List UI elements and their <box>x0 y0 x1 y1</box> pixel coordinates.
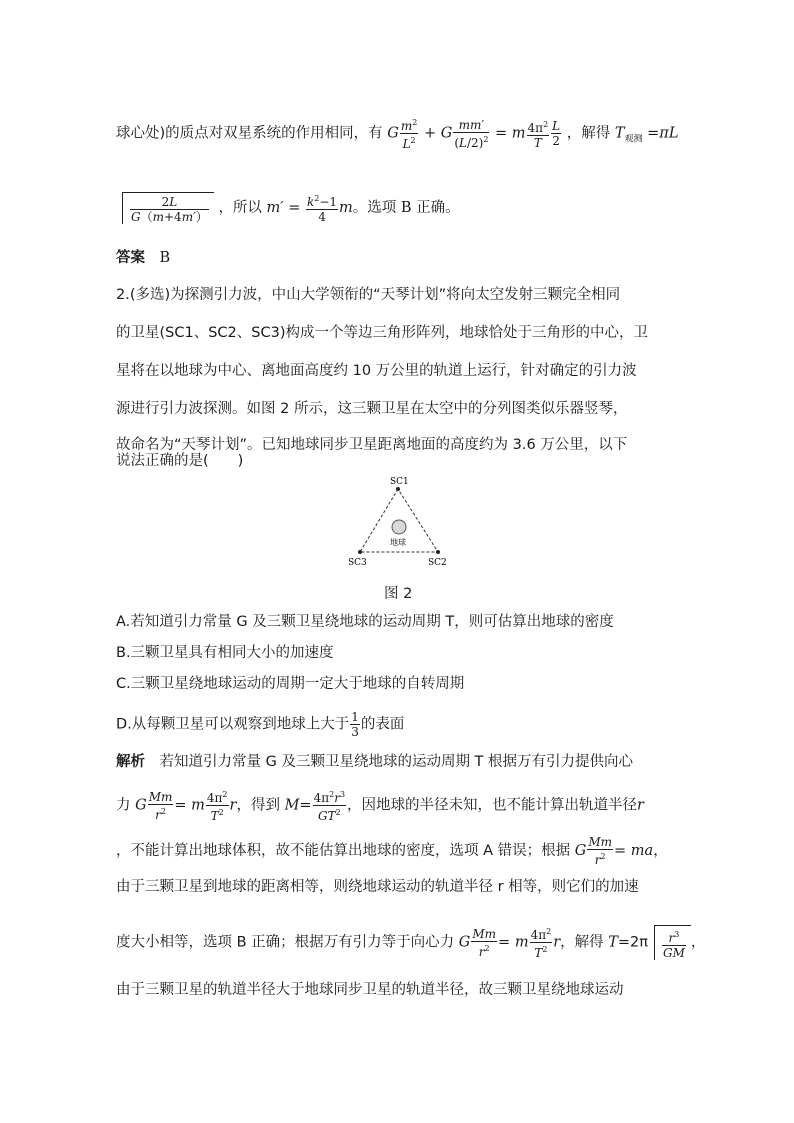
solution-line-1: 球心处)的质点对双星系统的作用相同，有 G $\frac{m^2}{L^2}$ + G $\frac{mm'}{(L/2)^2}$ = m $\frac{4\pi^2}{T}$ $\frac{L}{2}$ ，解得 $T_{观测} =\pi L$ <box>116 117 679 151</box>
analysis-line-5: 度大小相等，选项 B 正确；根据万有引力等于向心力 G $\frac{Mm}{r^2}$ = m $\frac{4\pi^2}{T^2}$ r，解得 T=2π $\frac{r^3}{GM}$ ， <box>116 926 706 960</box>
analysis-line-1: 解析 若知道引力常量 G 及三颗卫星绕地球的运动周期 T 根据万有引力提供向心 <box>116 754 634 770</box>
analysis-line-3: ，不能计算出地球体积，故不能估算出地球的密度，选项 A 错误；根据 G $\frac{Mm}{r^2}$ = ma， <box>116 835 668 867</box>
option-c: C.三颗卫星绕地球运动的周期一定大于地球的自转周期 <box>116 676 465 692</box>
solution-line-2: $\frac{2L}{G(m+4m')}$ ，所以 m′ = $\frac{k^2-1}{4}$ m。选项 B 正确。 <box>116 192 460 224</box>
option-d: D.从每颗卫星可以观察到地球上大于 $\frac{1}{3}$ 的表面 <box>116 710 405 739</box>
analysis-line-6: 由于三颗卫星的轨道半径大于地球同步卫星的轨道半径，故三颗卫星绕地球运动 <box>116 982 624 998</box>
text-segment: 球心处)的质点对双星系统的作用相同，有 <box>116 125 383 142</box>
question-line: 故命名为“天琴计划”。已知地球同步卫星距离地面的高度约为 3.6 万公里，以下 <box>116 437 628 453</box>
question-line: 源进行引力波探测。如图 2 所示，这三颗卫星在太空中的分列图类似乐器竖琴， <box>116 401 628 417</box>
fraction: $\frac{m^2}{L^2}$ <box>400 118 418 151</box>
question-line: 星将在以地球为中心、离地面高度约 10 万公里的轨道上运行，针对确定的引力波 <box>116 363 637 379</box>
figure-caption: 图 2 <box>384 586 413 602</box>
sc3-dot <box>358 550 362 554</box>
analysis-line-2: 力 G $\frac{Mm}{r^2}$ = m $\frac{4\pi^2}{T^2}$ r，得到 M= $\frac{4\pi^2r^3}{GT^2}$ ，因地球的半径未知，也不能计算出轨道半径r <box>116 789 644 823</box>
fraction-one-third: $\frac{1}{3}$ <box>351 710 359 739</box>
fraction: $\frac{mm'}{(L/2)^2}$ <box>454 117 489 150</box>
sc1-label: SC1 <box>390 477 409 487</box>
earth-icon <box>392 520 406 534</box>
question-line: 2.(多选)为探测引力波，中山大学领衔的“天琴计划”将向太空发射三颗完全相同 <box>116 287 621 303</box>
sc2-label: SC2 <box>428 558 447 568</box>
sc2-dot <box>436 550 440 554</box>
answer-line: 答案 B <box>116 250 171 266</box>
option-b: B.三颗卫星具有相同大小的加速度 <box>116 645 334 661</box>
earth-label: 地球 <box>390 538 406 547</box>
fraction: $\frac{L}{2}$ <box>552 119 561 148</box>
question-line: 说法正确的是( ) <box>116 453 244 469</box>
sc1-dot <box>396 487 400 491</box>
fraction: $\frac{k^2-1}{4}$ <box>306 194 338 224</box>
sc3-label: SC3 <box>348 558 367 568</box>
option-a: A.若知道引力常量 G 及三颗卫星绕地球的运动周期 T，则可估算出地球的密度 <box>116 614 614 630</box>
fraction: $\frac{4\pi^2}{T}$ <box>527 119 549 150</box>
analysis-line-4: 由于三颗卫星到地球的距离相等，则绕地球运动的轨道半径 r 相等，则它们的加速 <box>116 879 639 895</box>
sqrt-expression: $\frac{2L}{G(m+4m')}$ <box>122 192 214 224</box>
question-line: 的卫星(SC1、SC2、SC3)构成一个等边三角形阵列，地球恰处于三角形的中心，卫 <box>116 325 648 341</box>
satellite-triangle-figure <box>340 472 460 572</box>
